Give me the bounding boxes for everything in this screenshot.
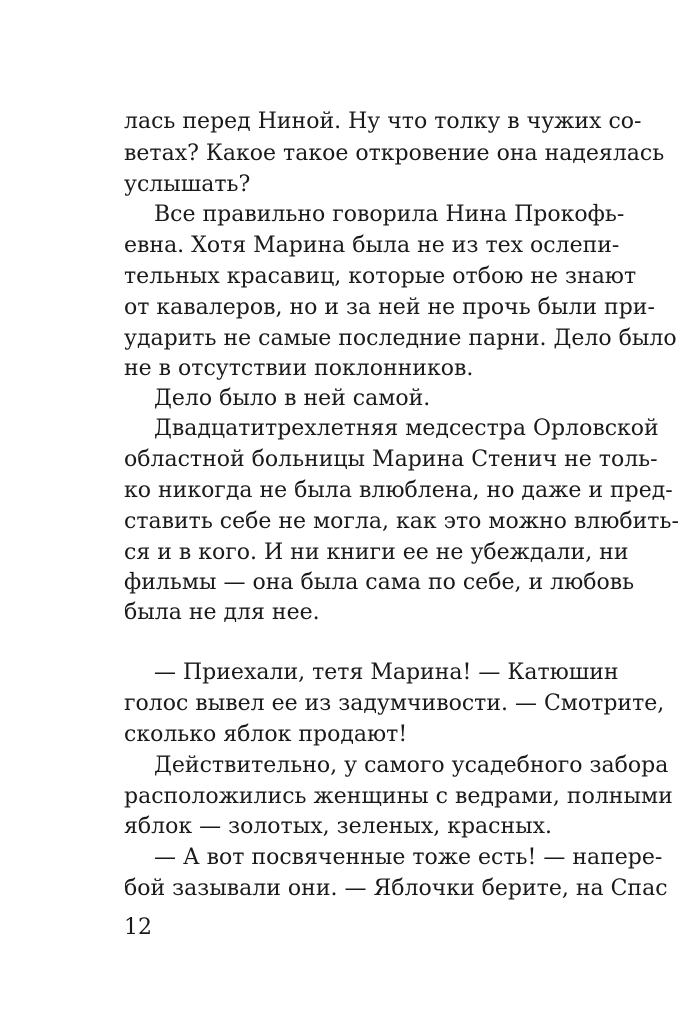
text-line: сколько яблок продают! <box>124 722 408 747</box>
text-line: была не для нее. <box>124 600 320 625</box>
text-line: ставить себе не могла, как это можно влюбить- <box>124 509 679 534</box>
text-line: областной больницы Марина Стенич не толь- <box>124 447 658 472</box>
text-line: ударить не самые последние парни. Дело было <box>124 326 677 351</box>
text-line: ко никогда не была влюблена, но даже и пред- <box>124 478 673 503</box>
text-line: ся и в кого. И ни книги ее не убеждали, ни <box>124 540 629 565</box>
text-line: ветах? Какое такое откровение она надеялась <box>124 141 665 166</box>
text-line: Действительно, у самого усадебного забора <box>154 753 669 778</box>
text-line: Дело было в ней самой. <box>154 386 431 411</box>
text-line: бой зазывали они. — Яблочки берите, на Спас <box>124 876 668 901</box>
text-line: услышать? <box>124 172 251 197</box>
text-line: евна. Хотя Марина была не из тех ослепи- <box>124 233 620 258</box>
text-line: фильмы — она была сама по себе, и любовь <box>124 570 635 595</box>
page-number: 12 <box>124 915 152 940</box>
text-line: голос вывел ее из задумчивости. — Смотрите, <box>124 691 665 716</box>
text-line: расположились женщины с ведрами, полными <box>124 784 673 809</box>
text-line: от кавалеров, но и за ней не прочь были при- <box>124 295 655 320</box>
text-line: — А вот посвяченные тоже есть! — напере- <box>154 845 663 870</box>
text-line: Двадцатитрехлетняя медсестра Орловской <box>154 416 659 441</box>
text-line: тельных красавиц, которые отбою не знают <box>124 264 637 289</box>
text-line: яблок — золотых, зеленых, красных. <box>124 814 553 839</box>
text-line: лась перед Ниной. Ну что толку в чужих со- <box>124 109 642 134</box>
text-line: — Приехали, тетя Марина! — Катюшин <box>154 660 619 685</box>
text-line: не в отсутствии поклонников. <box>124 356 474 381</box>
text-line: Все правильно говорила Нина Прокофь- <box>154 202 625 227</box>
